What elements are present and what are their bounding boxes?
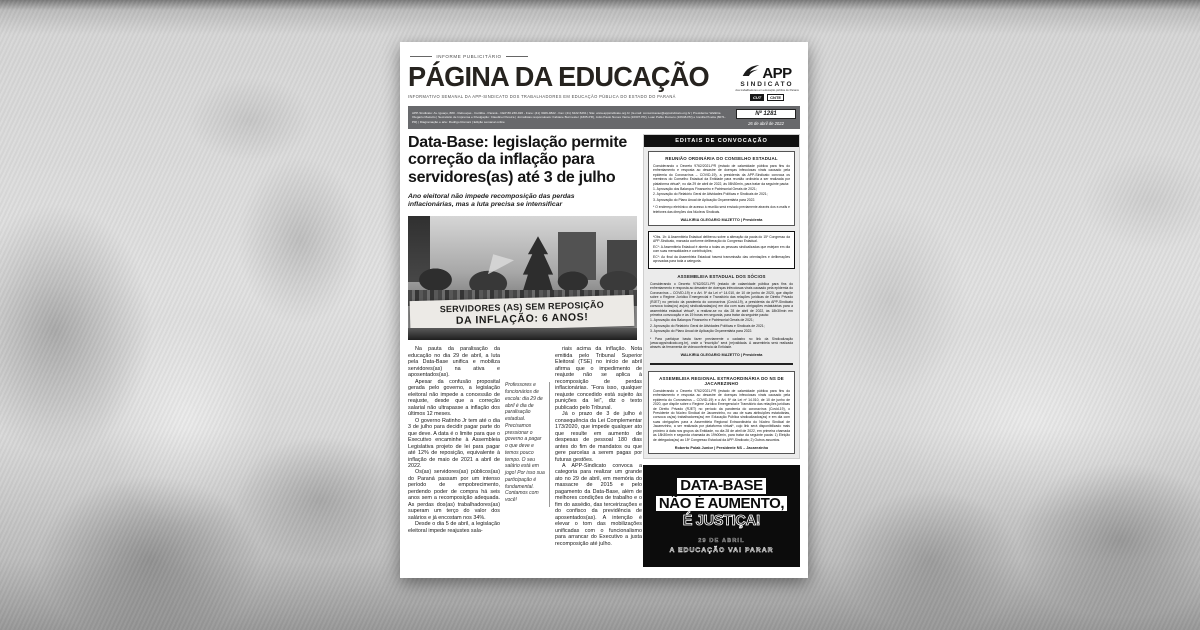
edital-item: 3. Aprovação do Plano Anual de Aplicação Orçamentária para 2022.	[650, 329, 753, 334]
campaign-line2: NÃO É AUMENTO,	[656, 496, 787, 512]
app-sindicato-logo	[734, 64, 800, 101]
campaign-line1: DATA-BASE	[677, 478, 766, 494]
logo-top-row	[734, 64, 800, 82]
edital-footnote: * O endereço eletrônico de acesso à reunião será enviado previamente através dos e-mails e telefones das direções dos Núcleos Sindicais.	[653, 205, 790, 214]
edital-conselho-estadual	[648, 151, 795, 226]
paragraph: Na pauta da paralisação da educação no dia 29 de abril, a luta pela Data-Base unifica e mobiliza servidores(as) na ativa e aposentados(as).	[408, 346, 500, 379]
edition-date: 26 de abril de 2022	[748, 120, 784, 126]
note-line: EC*: A Assembleia Estadual é aberta a todas as pessoas sindicalizadas que estejam em dia com suas mensalidades e contribuições;	[653, 244, 790, 254]
logo-app-text: APP	[762, 64, 792, 82]
photo-street	[408, 328, 637, 340]
paragraph: Apesar da confusão proposital gerada pelo governo, a legislação eleitoral não impede a concessão de reajuste, desde que a correção salarial não ultrapasse a inflação dos últimos 12 meses.	[408, 378, 500, 418]
kicker-label: INFORME PUBLICITÁRIO	[436, 54, 502, 59]
page-body	[408, 134, 800, 567]
edital-assembleia-estadual	[648, 274, 795, 357]
convocation-header: EDITAIS DE CONVOCAÇÃO	[644, 135, 799, 147]
pull-quote: Professores e funcionários de escola: dia 29 de abril é dia de paralisação estadual. Precisamos pressionar o governo a pagar o que deve e temos pouco tempo. O seu salário está em jogo! Por isso sua participação é fundamental. Contamos com você!	[505, 382, 550, 507]
logo-tagline: dos trabalhadores em educação pública do Paraná	[735, 88, 799, 92]
kicker-rule-right	[506, 56, 528, 57]
edital-item: 2. Aprovação do Relatório Geral de Atividades Políticas e Sindicais de 2021;	[653, 192, 768, 197]
banner-line2: DA INFLAÇÃO: 6 ANOS!	[455, 311, 589, 328]
paragraph: Os(as) servidores(as) públicos(as) do Paraná passam por um intenso período de empobrecimento, perdendo poder de compra há seis anos sem a recomposição adequada. As perdas dos(as) trabalhadores(as) superam um terço do valor dos salários e já encostam nos 34%.	[408, 469, 500, 521]
credits-bar	[408, 106, 800, 129]
edital-item: 3. Aprovação do Plano Anual de Aplicação Orçamentária para 2022.	[653, 197, 756, 202]
publication-title: PÁGINA DA EDUCAÇÃO	[408, 61, 709, 92]
logo-sindicato-text: SINDICATO	[740, 81, 794, 88]
campaign-banner	[643, 465, 800, 567]
kicker	[410, 54, 528, 59]
edital-signature: Roberto Polak Junior | Presidente NS – Jacarezinho	[674, 446, 769, 451]
paragraph: O governo Ratinho Jr tem até o dia 3 de julho para decidir pagar parte do que deve. A data é o limite para que o Executivo encaminhe à Assembleia Legislativa projeto de lei para pagar até 12% de reposição, equivalente à inflação de maio de 2021 a abril de 2022.	[408, 417, 500, 469]
banner-line1: SERVIDORES (AS) SEM REPOSIÇÃO	[439, 299, 605, 315]
credits-text: APP-Sindicato: Av. Iguaçu, 880 - Rebouças - Curitiba - Paraná - CEP 80.230-020 - Fone: (41) 3026-9822 - Fax: (41) 3222-5261 | Site: www.appsindicato.org.br | E-mail: comunicacao@appsindicato.org.br | Presidenta: Walkiria Olegario Mazetto | Secretário de Imprensa e Divulgação: Claudinei Pereira | Jornalistas responsáveis: Fabiane Burmester (4305-PR), João Paulo Nunes Vieira (10307-PR), Luan Pablo Romero (10648-PR) e Uanilla Pivetta (8071-PR) | Diagramação e arte: Rodrigo Romani | Edição semanal online	[412, 111, 726, 124]
edital-body: Considerando o Decreto 9762/2021-PR (estado de calamidade pública para fins do enfrentamento e resposta ao desastre de doenças infecciosas virais causado pela epidemia do Coronavírus – COVID-19) e o Art. 5º da Lei nº 14.010, de 10 de junho de 2020, que dispõe sobre o Regime Jurídico Emergencial e Transitório das relações jurídicas de Direito Privado (RJET) no período da pandemia do coronavírus (Covid-19), o Presidente do Núcleo Sindical de Jacarezinho, no uso de suas atribuições estatutárias, convoca os(as) trabalhadores(as) em Educação Pública sindicalizados(as) e em dia com suas obrigações para a Assembleia Regional Extraordinária do Núcleo Sindical de Jacarezinho, a ser realizada por plataforma virtual*, cujo link será disponibilizado mais próximo à data nos grupos da Entidade, no dia 28 de abril de 2022, em primeira chamada às 18h30min e segunda chamada às 19h00min, para tratar da seguinte pauta: 1) Eleição de delegados(as) ao 15º Congresso Estadual da APP-Sindicato; 2) Outros assuntos.	[653, 388, 790, 442]
bird-icon	[742, 64, 760, 82]
newsletter-page	[400, 42, 808, 578]
edital-title: REUNIÃO ORDINÁRIA DO CONSELHO ESTADUAL	[665, 155, 778, 161]
paragraph: Desde o dia 5 de abril, a legislação eleitoral impede reajustes sala-	[408, 521, 500, 534]
publication-subtitle: INFORMATIVO SEMANAL DA APP-SINDICATO DOS TRABALHADORES EM EDUCAÇÃO PÚBLICA DO ESTADO DO PARANÁ	[408, 94, 676, 99]
paragraph: A APP-Sindicato convoca a categoria para realizar um grande ato no 29 de abril, em memória do massacre de 2015 e pelo pagamento da Data-Base, além de melhores condições de trabalho e o fim do assédio, das terceirizações e do confisco da previdência de aposentados(as). A intenção é elevar o tom das mobilizações unificadas com o funcionalismo para arrancar do Executivo a justa recomposição até julho.	[555, 463, 642, 547]
cnte-logo: CNTE	[767, 94, 784, 101]
masthead	[408, 63, 800, 101]
protest-photo	[408, 216, 637, 340]
kicker-rule-left	[410, 56, 432, 57]
convocation-panel	[643, 134, 800, 459]
article-deck: Ano eleitoral não impede recomposição das perdas inflacionárias, mas a luta precisa se intensificar	[408, 192, 575, 209]
edital-body: Considerando o Decreto 9762/2021-PR (estado de calamidade pública para fins do enfrentamento e resposta ao desastre de doenças infecciosas virais causado pela epidemia do Coronavírus – COVID-19) e o Art. 5º da Lei nº 14.010, de 10 de junho de 2020, que dispõe sobre o Regime Jurídico Emergencial e Transitório das relações jurídicas de Direito Privado (RJET) no período da pandemia do coronavírus (Covid-19), a presidenta da APP-Sindicato convoca todas(os) as(os) sindicalizadas(os) em dia com suas obrigações estatutárias para a assembleia estadual virtual*, a realizar-se no dia 28 de abril de 2022, às 18h30min em primeira convocação e às 19 horas em segunda, para tratar da seguinte pauta:	[650, 281, 793, 317]
edital-footnote: * Para participar basta fazer previamente o cadastro no link da Sindicalização (www.appsindicato.org.br), onde a “inscrição” será (re)validada. A assembleia será realizada através da ferramenta de videoconferência da Entidade.	[650, 336, 793, 350]
masthead-text	[408, 63, 718, 99]
edital-body: Considerando o Decreto 9762/2021-PR (estado de calamidade pública para fins do enfrentamento e resposta ao desastre de doenças infecciosas virais causado pela epidemia do Coronavírus – COVID-19), a presidenta da APP-Sindicato convoca os membros do Conselho Estadual da Entidade para reunião ordinária a ser realizada por plataforma virtual*, no dia 29 de abril de 2022, às 08h30min, para tratar da seguinte pauta:	[653, 163, 790, 186]
sidebar	[643, 134, 800, 567]
sidebar-divider	[650, 363, 793, 365]
note-line: EC*: Ao final da Assembleia Estadual haverá transmissão das orientações e deliberações aprovadas para toda a categoria.	[653, 254, 790, 264]
campaign-cta: A EDUCAÇÃO VAI PARAR	[669, 547, 774, 555]
paragraph: Já o prazo de 3 de julho é consequência da Lei Complementar 173/2020, que impede qualquer ato que resulte em aumento de despesas de pessoal 180 dias antes do fim de mandatos ou que gere parcelas a serem pagas por futuras gestões.	[555, 411, 642, 463]
article-headline: Data-Base: legislação permite correção da inflação para servidores(as) até 3 de julho	[408, 133, 627, 187]
edition-block	[736, 109, 796, 126]
campaign-line3: É JUSTIÇA!	[682, 513, 761, 530]
article-columns	[408, 346, 642, 547]
photo-banner	[410, 295, 635, 332]
edition-number: Nº 1281	[736, 109, 796, 119]
edital-item: 1. Aprovação dos Balanços Financeiro e Patrimonial Gerais de 2021;	[653, 186, 757, 191]
edital-title: ASSEMBLEIA ESTADUAL DOS SÓCIOS	[677, 273, 766, 279]
edital-title: ASSEMBLEIA REGIONAL EXTRAORDINÁRIA DO NS DE JACAREZINHO	[659, 375, 784, 386]
paragraph: riais acima da inflação. Nota emitida pelo Tribunal Superior Eleitoral (TSE) no início de abril afirma que o impedimento de reajuste não se aplica à recomposição de perdas inflacionárias. “Fora isso, qualquer reajuste concedido está sujeito às punições da lei”, diz o texto publicado pelo Tribunal.	[555, 346, 642, 411]
note-line: *Obs. 1h: A Assembleia Estadual deliberou sobre a alteração da pauta do 15º Congresso da APP-Sindicato, marcada conforme deliberação do Congresso Estadual.	[653, 234, 790, 244]
edital-signature: WALKIRIA OLEGARIO MAZETTO | Presidenta	[680, 353, 763, 358]
convocation-content	[644, 147, 799, 458]
edital-item: 2. Aprovação do Relatório Geral de Atividades Políticas e Sindicais de 2021;	[650, 323, 765, 328]
campaign-date: 29 DE ABRIL	[698, 538, 745, 545]
edital-assembleia-regional	[648, 371, 795, 454]
article-column-1	[408, 346, 500, 547]
edital-item: 1. Aprovação dos Balanços Financeiro e Patrimonial Gerais de 2021;	[650, 318, 754, 323]
main-article	[408, 133, 642, 567]
edital-signature: WALKIRIA OLEGARIO MAZETTO | Presidenta	[680, 217, 763, 222]
article-column-2	[555, 346, 642, 547]
cut-logo: CUT	[750, 94, 764, 101]
edital-note-box	[648, 231, 795, 269]
logo-badges	[734, 94, 800, 101]
